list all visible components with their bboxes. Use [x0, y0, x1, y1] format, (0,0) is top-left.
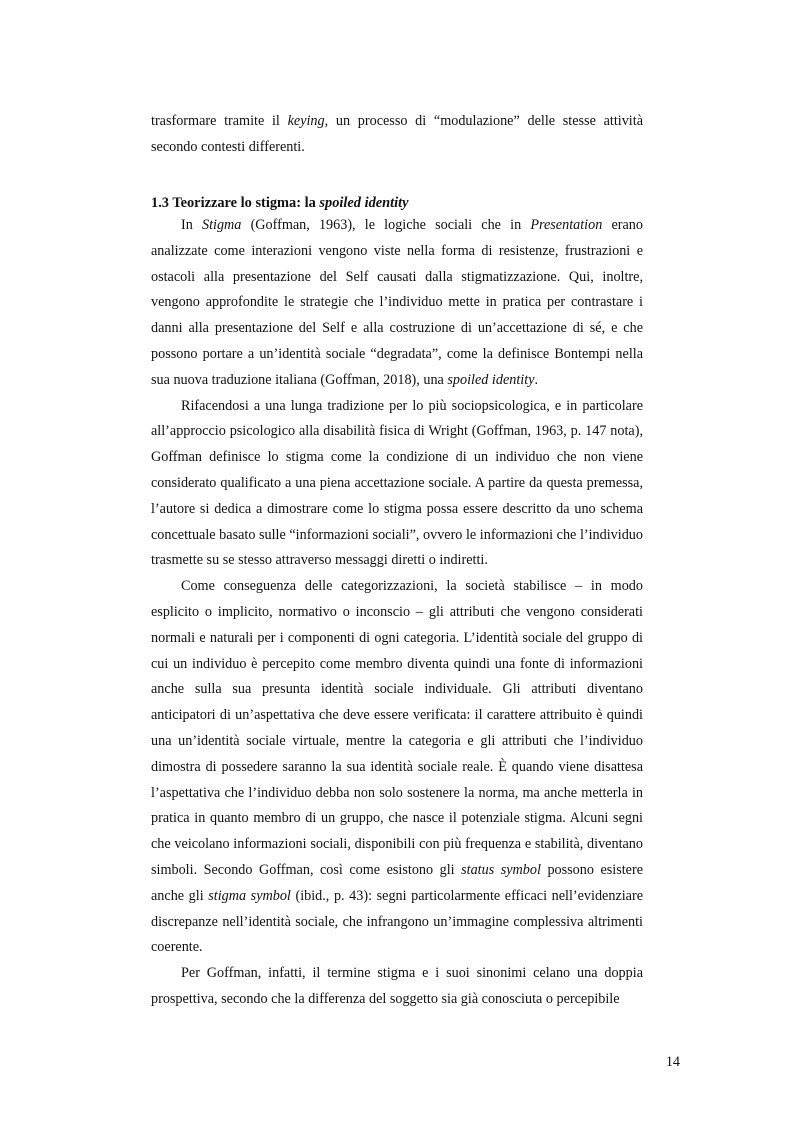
p1-part4: .: [534, 371, 539, 388]
main-body: [151, 213, 643, 1013]
spoiled-identity-term: spoiled identity: [447, 371, 535, 388]
p3-part2: possono esistere anche gli: [151, 861, 644, 904]
stigma-title: Stigma: [201, 217, 242, 233]
section-heading-prefix: 1.3 Teorizzare lo stigma: la: [151, 195, 320, 211]
paragraph-4: Per Goffman, infatti, il termine stigma e i suoi sinonimi celano una doppia prospettiva, secondo che la differenza del soggetto sia già conosciuta o percepibile: [151, 965, 643, 1007]
paragraph-3: [151, 574, 643, 961]
p1-part1: In: [181, 217, 202, 233]
intro-text-part1: trasformare tramite il: [151, 113, 288, 129]
intro-paragraph: [151, 109, 643, 161]
page-number: 14: [665, 1054, 680, 1070]
intro-text: [151, 109, 643, 161]
presentation-title: Presentation: [530, 217, 603, 233]
p1-part3: erano analizzate come interazioni vengono viste nella forma di resistenze, frustrazioni e ostacoli alla presentazione del Self causati dalla stigmatizzazione. Qui, inoltre, vengono approfondite le strategie che l’individuo mette in pratica per contrastare i danni alla presentazione del Self e alla costruzione di un’accettazione di sé, e che possono portare a un’identità sociale “degradata”, come la definisce Bontempi nella sua nuova traduzione italiana (Goffman, 2018), una: [151, 217, 643, 388]
p1-part2: (Goffman, 1963), le logiche sociali che in: [241, 217, 531, 233]
section-heading-italic: spoiled identity: [319, 195, 409, 211]
status-symbol-term: status symbol: [461, 861, 541, 878]
intro-text-part2: , un processo di “modulazione” delle stesse attività secondo contesti differenti.: [151, 113, 643, 155]
paragraph-2: Rifacendosi a una lunga tradizione per lo più sociopsicologica, e in particolare all’approccio psicologico alla disabilità fisica di Wright (Goffman, 1963, p. 147 nota), Goffman definisce lo stigma come la condizione di un individuo che non viene considerato qualificato a una piena accettazione sociale. A partire da questa premessa, l’autore si dedica a dimostrare come lo stigma possa essere descritto da uno schema concettuale basato sulle “informazioni sociali”, ovvero le informazioni che l’individuo trasmette su se stesso attraverso messaggi diretti o indiretti.: [151, 397, 643, 569]
p3-part3: (ibid., p. 43): segni particolarmente efficaci nell’evidenziare discrepanze nell’identità sociale, che infrangono un’immagine complessiva altrimenti coerente.: [151, 887, 643, 956]
paragraph-1: [151, 213, 643, 394]
stigma-symbol-term: stigma symbol: [208, 887, 291, 904]
keying-term: keying: [287, 113, 325, 129]
p3-part1: Come conseguenza delle categorizzazioni, la società stabilisce – in modo esplicito o implicito, normativo o inconscio – gli attributi che vengono considerati normali e naturali per i componenti di ogni categoria. L’identità sociale del gruppo di cui un individuo è percepito come membro diventa quindi una fonte di informazioni anche sulla sua presunta identità sociale individuale. Gli attributi diventano anticipatori di un’aspettativa che deve essere verificata: il carattere attribuito è quindi una un’identità sociale virtuale, mentre la categoria e gli attributi che l’individuo dimostra di possedere saranno la sua identità sociale reale. È quando viene disattesa l’aspettativa che l’individuo debba non solo sostenere la norma, ma anche metterla in pratica in quanto membro di un gruppo, che nasce il potenziale stigma. Alcuni segni che veicolano informazioni sociali, disponibili con più frequenza e stabilità, diventano simboli. Secondo Goffman, così come esistono gli: [151, 578, 643, 878]
